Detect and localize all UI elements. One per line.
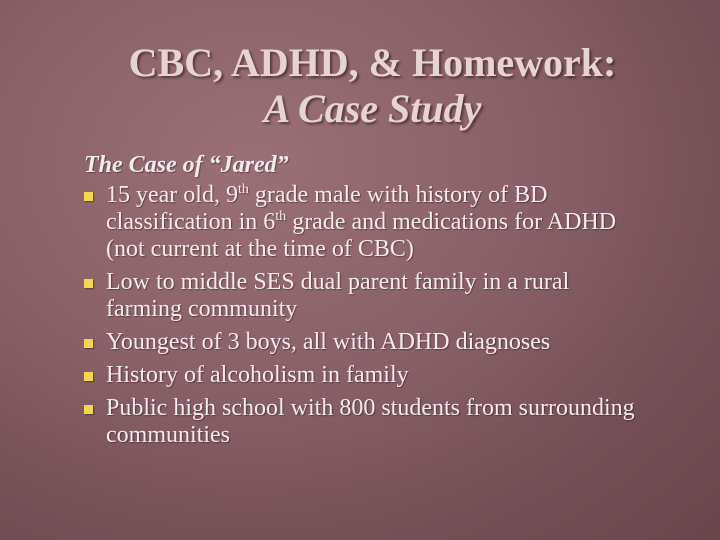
bullet-text-part: grade and medications for ADHD (not current at the time of CBC) [106,209,617,262]
square-bullet-icon [84,372,93,381]
bullet-text: Low to middle SES dual parent family in a rural farming community [106,269,570,322]
bullet-list [84,182,644,449]
list-item [84,182,644,263]
square-bullet-icon [84,339,93,348]
list-item [84,269,644,323]
square-bullet-icon [84,192,93,201]
slide-content [84,150,644,455]
slide-title [0,40,720,132]
superscript: th [275,209,287,224]
bullet-text: Youngest of 3 boys, all with ADHD diagnoses [106,329,551,355]
list-item [84,362,644,389]
subheading: The Case of “Jared” [84,152,289,178]
title-line-2: A Case Study [263,86,482,131]
bullet-text: Public high school with 800 students from surrounding communities [106,395,635,448]
list-item [84,395,644,449]
superscript: th [237,182,249,197]
square-bullet-icon [84,405,93,414]
bullet-text-part: grade male with history of BD classification in 6 [106,182,548,235]
list-item [84,329,644,356]
square-bullet-icon [84,279,93,288]
bullet-text-part: 15 year old, 9 [106,182,238,208]
bullet-text: History of alcoholism in family [106,362,409,388]
title-line-1: CBC, ADHD, & Homework: [128,40,617,85]
